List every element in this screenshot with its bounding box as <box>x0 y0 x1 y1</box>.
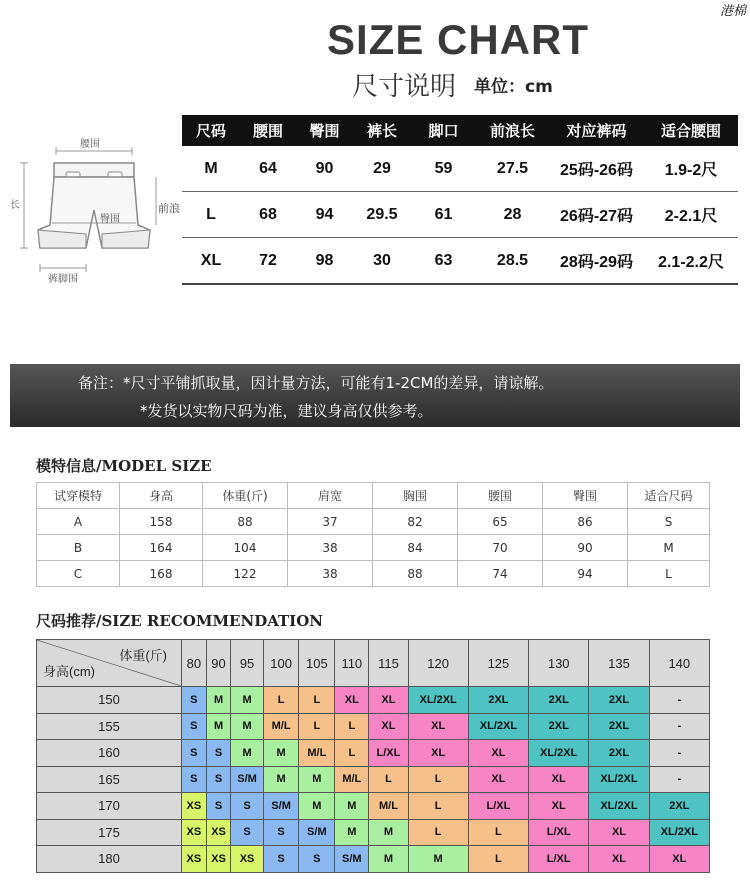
model-table <box>36 482 710 587</box>
recommended-size-cell: L <box>408 793 468 820</box>
model-cell: 164 <box>120 535 203 561</box>
height-header-cell: 155 <box>37 713 182 740</box>
hip-label: 臀围 <box>100 214 120 225</box>
recommended-size-cell: XL/2XL <box>468 713 528 740</box>
model-cell: 38 <box>288 535 373 561</box>
recommended-size-cell: M/L <box>335 766 369 793</box>
weight-header-cell: 80 <box>182 640 207 687</box>
size-cell: 1.9-2尺 <box>644 146 738 192</box>
size-table-header <box>182 115 738 146</box>
size-table <box>182 115 738 285</box>
recommended-size-cell: 2XL <box>649 793 709 820</box>
weight-header-row <box>37 640 710 687</box>
model-cell: C <box>37 561 120 587</box>
waist-label: 腰围 <box>80 139 100 150</box>
size-cell: 59 <box>411 146 476 192</box>
recommended-size-cell: L <box>299 713 335 740</box>
weight-header-cell: 120 <box>408 640 468 687</box>
model-header-cell: 试穿模特 <box>37 483 120 509</box>
weight-header-cell: 135 <box>589 640 649 687</box>
model-header-cell: 体重(斤) <box>203 483 288 509</box>
height-axis-label: 身高(cm) <box>43 664 95 679</box>
recommended-size-cell: 2XL <box>529 687 589 714</box>
size-cell: 94 <box>296 192 353 238</box>
model-header-cell: 适合尺码 <box>628 483 710 509</box>
recommended-size-cell: S/M <box>231 766 263 793</box>
recommended-size-cell: 2XL <box>468 687 528 714</box>
recommended-size-cell: 2XL <box>589 740 649 767</box>
size-row-xl <box>182 238 738 285</box>
recommended-size-cell: XL <box>369 687 408 714</box>
model-cell: 82 <box>373 509 458 535</box>
recommended-size-cell: L <box>468 846 528 873</box>
recommended-size-cell: M <box>206 687 231 714</box>
front-rise-label: 前浪 <box>158 202 180 215</box>
model-header-cell: 身高 <box>120 483 203 509</box>
weight-axis-label: 体重(斤) <box>119 648 167 663</box>
recommended-size-cell: M <box>299 766 335 793</box>
recommended-size-cell: M <box>231 740 263 767</box>
recommended-size-cell: XL <box>649 846 709 873</box>
recommended-size-cell: M/L <box>299 740 335 767</box>
size-cell: L <box>182 192 240 238</box>
recommended-size-cell: L <box>263 687 299 714</box>
size-cell: 27.5 <box>476 146 549 192</box>
recommended-size-cell: M <box>335 819 369 846</box>
recommended-size-cell: XL/2XL <box>589 793 649 820</box>
model-cell: M <box>628 535 710 561</box>
model-row-c <box>37 561 710 587</box>
height-row <box>37 713 710 740</box>
recommended-size-cell: L/XL <box>369 740 408 767</box>
recommended-size-cell: XS <box>206 846 231 873</box>
size-cell: 28 <box>476 192 549 238</box>
model-cell: 94 <box>543 561 628 587</box>
recommended-size-cell: L <box>335 740 369 767</box>
recommended-size-cell: S <box>206 740 231 767</box>
recommended-size-cell: XL/2XL <box>529 740 589 767</box>
recommended-size-cell: XL <box>529 766 589 793</box>
model-row-a <box>37 509 710 535</box>
model-cell: 90 <box>543 535 628 561</box>
recommendation-section-title: 尺码推荐/SIZE RECOMMENDATION <box>36 612 323 630</box>
size-cell: XL <box>182 238 240 285</box>
recommended-size-cell: M <box>206 713 231 740</box>
recommended-size-cell: M <box>231 713 263 740</box>
shorts-diagram <box>8 130 184 290</box>
recommended-size-cell: S <box>206 793 231 820</box>
weight-header-cell: 130 <box>529 640 589 687</box>
model-cell: 37 <box>288 509 373 535</box>
recommended-size-cell: M <box>335 793 369 820</box>
recommended-size-cell: S <box>182 740 207 767</box>
model-cell: A <box>37 509 120 535</box>
size-header-cell: 尺码 <box>182 115 240 146</box>
model-cell: 88 <box>203 509 288 535</box>
recommended-size-cell: S/M <box>263 793 299 820</box>
shorts-illustration <box>8 130 184 290</box>
recommended-size-cell: L/XL <box>468 793 528 820</box>
recommended-size-cell: XL <box>468 766 528 793</box>
brand-logo: 港棉 <box>719 4 746 19</box>
model-cell: 168 <box>120 561 203 587</box>
size-recommendation-table <box>36 639 710 873</box>
model-cell: 122 <box>203 561 288 587</box>
recommended-size-cell: XS <box>182 793 207 820</box>
weight-header-cell: 110 <box>335 640 369 687</box>
size-cell: 2.1-2.2尺 <box>644 238 738 285</box>
recommended-size-cell: S/M <box>335 846 369 873</box>
height-header-cell: 170 <box>37 793 182 820</box>
size-cell: M <box>182 146 240 192</box>
recommended-size-cell: M <box>263 740 299 767</box>
recommended-size-cell: M <box>408 846 468 873</box>
weight-header-cell: 90 <box>206 640 231 687</box>
model-cell: S <box>628 509 710 535</box>
model-cell: 74 <box>458 561 543 587</box>
model-cell: 86 <box>543 509 628 535</box>
size-cell: 29.5 <box>353 192 411 238</box>
recommended-size-cell: S <box>231 819 263 846</box>
page-title: SIZE CHART <box>327 16 589 63</box>
note-line-2: *发货以实物尺码为准，建议身高仅供参考。 <box>140 402 433 420</box>
length-label: 长 <box>10 200 20 211</box>
height-row <box>37 819 710 846</box>
height-row <box>37 766 710 793</box>
note-line-1: 备注：*尺寸平铺抓取量，因计量方法，可能有1-2CM的差异，请谅解。 <box>78 374 554 392</box>
size-cell: 72 <box>240 238 296 285</box>
recommended-size-cell: XS <box>182 819 207 846</box>
model-cell: B <box>37 535 120 561</box>
model-header-cell: 肩宽 <box>288 483 373 509</box>
weight-header-cell: 100 <box>263 640 299 687</box>
recommended-size-cell: L/XL <box>529 846 589 873</box>
size-cell: 98 <box>296 238 353 285</box>
model-cell: 104 <box>203 535 288 561</box>
weight-header-cell: 140 <box>649 640 709 687</box>
recommended-size-cell: XL/2XL <box>408 687 468 714</box>
height-row <box>37 793 710 820</box>
size-cell: 29 <box>353 146 411 192</box>
weight-header-cell: 115 <box>369 640 408 687</box>
model-header-cell: 胸围 <box>373 483 458 509</box>
height-row <box>37 740 710 767</box>
recommended-size-cell: S <box>231 793 263 820</box>
recommended-size-cell: M <box>231 687 263 714</box>
model-cell: 84 <box>373 535 458 561</box>
size-cell: 2-2.1尺 <box>644 192 738 238</box>
corner-cell <box>37 640 182 687</box>
recommended-size-cell: L <box>335 713 369 740</box>
recommended-size-cell: XS <box>206 819 231 846</box>
recommended-size-cell: S <box>263 819 299 846</box>
recommended-size-cell: XS <box>182 846 207 873</box>
size-header-cell: 脚口 <box>411 115 476 146</box>
recommended-size-cell: L <box>468 819 528 846</box>
weight-header-cell: 95 <box>231 640 263 687</box>
recommended-size-cell: S <box>182 766 207 793</box>
recommended-size-cell: L/XL <box>529 819 589 846</box>
recommended-size-cell: 2XL <box>589 713 649 740</box>
height-header-cell: 160 <box>37 740 182 767</box>
size-header-cell: 裤长 <box>353 115 411 146</box>
size-header-cell: 臀围 <box>296 115 353 146</box>
recommended-size-cell: XL <box>408 740 468 767</box>
model-header-cell: 臀围 <box>543 483 628 509</box>
size-cell: 63 <box>411 238 476 285</box>
model-cell: L <box>628 561 710 587</box>
recommended-size-cell: M <box>263 766 299 793</box>
size-cell: 90 <box>296 146 353 192</box>
size-row-l <box>182 192 738 238</box>
recommended-size-cell: L <box>408 766 468 793</box>
recommended-size-cell: XL <box>589 819 649 846</box>
recommended-size-cell: S <box>182 687 207 714</box>
recommended-size-cell: M <box>369 819 408 846</box>
recommended-size-cell: S <box>299 846 335 873</box>
size-header-cell: 腰围 <box>240 115 296 146</box>
size-cell: 61 <box>411 192 476 238</box>
recommended-size-cell: XL <box>335 687 369 714</box>
size-header-cell: 适合腰围 <box>644 115 738 146</box>
recommended-size-cell: S <box>206 766 231 793</box>
height-row <box>37 846 710 873</box>
size-header-cell: 前浪长 <box>476 115 549 146</box>
recommended-size-cell: XL <box>529 793 589 820</box>
recommended-size-cell: 2XL <box>529 713 589 740</box>
model-row-b <box>37 535 710 561</box>
size-cell: 26码-27码 <box>549 192 644 238</box>
size-row-m <box>182 146 738 192</box>
recommended-size-cell: S <box>263 846 299 873</box>
recommended-size-cell: L <box>299 687 335 714</box>
recommended-size-cell: M <box>299 793 335 820</box>
recommended-size-cell: M/L <box>263 713 299 740</box>
model-cell: 158 <box>120 509 203 535</box>
model-header-cell: 腰围 <box>458 483 543 509</box>
recommended-size-cell: XL <box>468 740 528 767</box>
height-header-cell: 180 <box>37 846 182 873</box>
recommended-size-cell: - <box>649 740 709 767</box>
size-cell: 64 <box>240 146 296 192</box>
leg-opening-label: 裤脚围 <box>48 274 78 285</box>
recommended-size-cell: L <box>369 766 408 793</box>
model-cell: 65 <box>458 509 543 535</box>
recommended-size-cell: S <box>182 713 207 740</box>
recommended-size-cell: XL/2XL <box>589 766 649 793</box>
weight-header-cell: 125 <box>468 640 528 687</box>
recommended-size-cell: M/L <box>369 793 408 820</box>
recommended-size-cell: - <box>649 766 709 793</box>
recommended-size-cell: S/M <box>299 819 335 846</box>
recommended-size-cell: L <box>408 819 468 846</box>
unit-label: 单位：cm <box>474 77 553 97</box>
recommended-size-cell: XL/2XL <box>649 819 709 846</box>
model-cell: 70 <box>458 535 543 561</box>
recommended-size-cell: XL <box>589 846 649 873</box>
size-cell: 25码-26码 <box>549 146 644 192</box>
page-subtitle: 尺寸说明 <box>352 72 457 102</box>
recommended-size-cell: 2XL <box>589 687 649 714</box>
height-header-cell: 150 <box>37 687 182 714</box>
model-cell: 88 <box>373 561 458 587</box>
weight-header-cell: 105 <box>299 640 335 687</box>
height-header-cell: 175 <box>37 819 182 846</box>
size-cell: 28.5 <box>476 238 549 285</box>
height-row <box>37 687 710 714</box>
model-cell: 38 <box>288 561 373 587</box>
recommended-size-cell: - <box>649 713 709 740</box>
size-cell: 30 <box>353 238 411 285</box>
size-cell: 68 <box>240 192 296 238</box>
recommended-size-cell: M <box>369 846 408 873</box>
model-header-row <box>37 483 710 509</box>
recommended-size-cell: - <box>649 687 709 714</box>
recommended-size-cell: XL <box>408 713 468 740</box>
notes-banner <box>10 364 740 427</box>
size-cell: 28码-29码 <box>549 238 644 285</box>
size-header-cell: 对应裤码 <box>549 115 644 146</box>
recommended-size-cell: XL <box>369 713 408 740</box>
height-header-cell: 165 <box>37 766 182 793</box>
model-section-title: 模特信息/MODEL SIZE <box>36 457 212 475</box>
recommended-size-cell: XS <box>231 846 263 873</box>
